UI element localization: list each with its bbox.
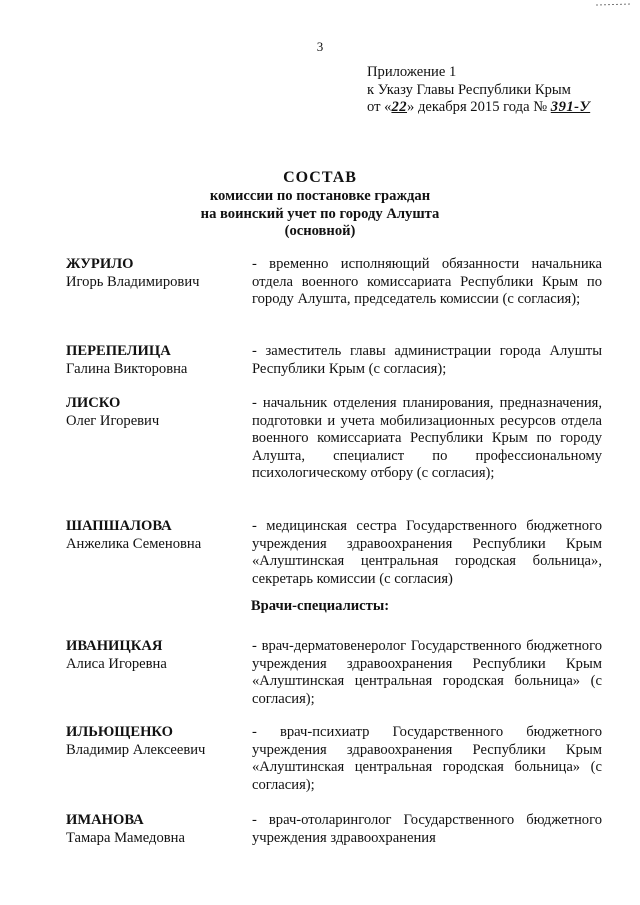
page-number: 3 [316,39,324,54]
member-surname: ИМАНОВА [66,812,144,828]
title-line: на воинский учет по городу Алушта [200,205,440,222]
specialist-row [66,724,602,794]
member-name [66,638,252,708]
appendix-text: от « [367,99,392,116]
specialist-row [66,812,602,847]
member-surname: ЖУРИЛО [66,256,134,272]
appendix-line: к Указу Главы Республики Крым [367,81,571,98]
specialist-row [66,638,602,708]
handwritten-day: 22 [391,99,408,116]
member-name [66,256,252,309]
member-given-name: Владимир Алексеевич [66,741,206,758]
appendix-line: Приложение 1 [367,64,457,80]
member-role: - врач-психиатр Государственного бюджетного учреждения здравоохранения Республики Крым «Алуштинская центральная городская больница» (с согласия); [252,724,602,793]
member-role: - врач-отоларинголог Государственного бюджетного учреждения здравоохранения [252,812,602,846]
appendix-text: » декабря 2015 года № [407,99,551,116]
member-surname: ИЛЬЮЩЕНКО [66,724,173,740]
member-row [66,343,602,378]
scan-mark [594,2,634,8]
title-line: комиссии по постановке граждан [209,188,431,204]
member-given-name: Тамара Мамедовна [66,829,185,846]
member-given-name: Анжелика Семеновна [66,535,202,552]
section-title: Врачи-специалисты: [250,598,390,614]
member-row [66,256,602,309]
member-role: - заместитель главы администрации города Алушты Республики Крым (с согласия); [252,343,602,377]
title-main: СОСТАВ [283,169,357,186]
handwritten-decree-number: 391-У [550,99,591,116]
member-name [66,518,252,588]
member-surname: ШАПШАЛОВА [66,518,172,534]
member-role: - временно исполняющий обязанности начальника отдела военного комиссариата Республики Крым по городу Алушта, председатель комиссии (с согласия); [252,256,602,308]
member-name [66,812,252,847]
member-given-name: Галина Викторовна [66,360,188,377]
member-given-name: Игорь Владимирович [66,273,200,290]
appendix-header [367,64,637,117]
member-name [66,395,252,483]
member-surname: ЛИСКО [66,395,121,411]
appendix-date-line [367,99,637,117]
member-role: - начальник отделения планирования, предназначения, подготовки и учета мобилизационных ресурсов отдела военного комиссариата Республики Крым по городу Алушта, специалист по профессиональному психологическому отбору (с согласия); [252,395,602,482]
member-surname: ПЕРЕПЕЛИЦА [66,343,171,359]
member-given-name: Олег Игоревич [66,412,160,429]
member-surname: ИВАНИЦКАЯ [66,638,163,654]
member-row [66,518,602,588]
title-line: (основной) [284,223,356,240]
member-row [66,395,602,483]
document-title [0,168,640,241]
member-name [66,724,252,794]
member-role: - медицинская сестра Государственного бюджетного учреждения здравоохранения Республики Крым «Алуштинская центральная городская больница», секретарь комиссии (с согласия) [252,518,602,587]
member-name [66,343,252,378]
member-role: - врач-дерматовенеролог Государственного бюджетного учреждения здравоохранения Республики Крым «Алуштинская центральная городская больница» (с согласия); [252,638,602,707]
member-given-name: Алиса Игоревна [66,655,167,672]
